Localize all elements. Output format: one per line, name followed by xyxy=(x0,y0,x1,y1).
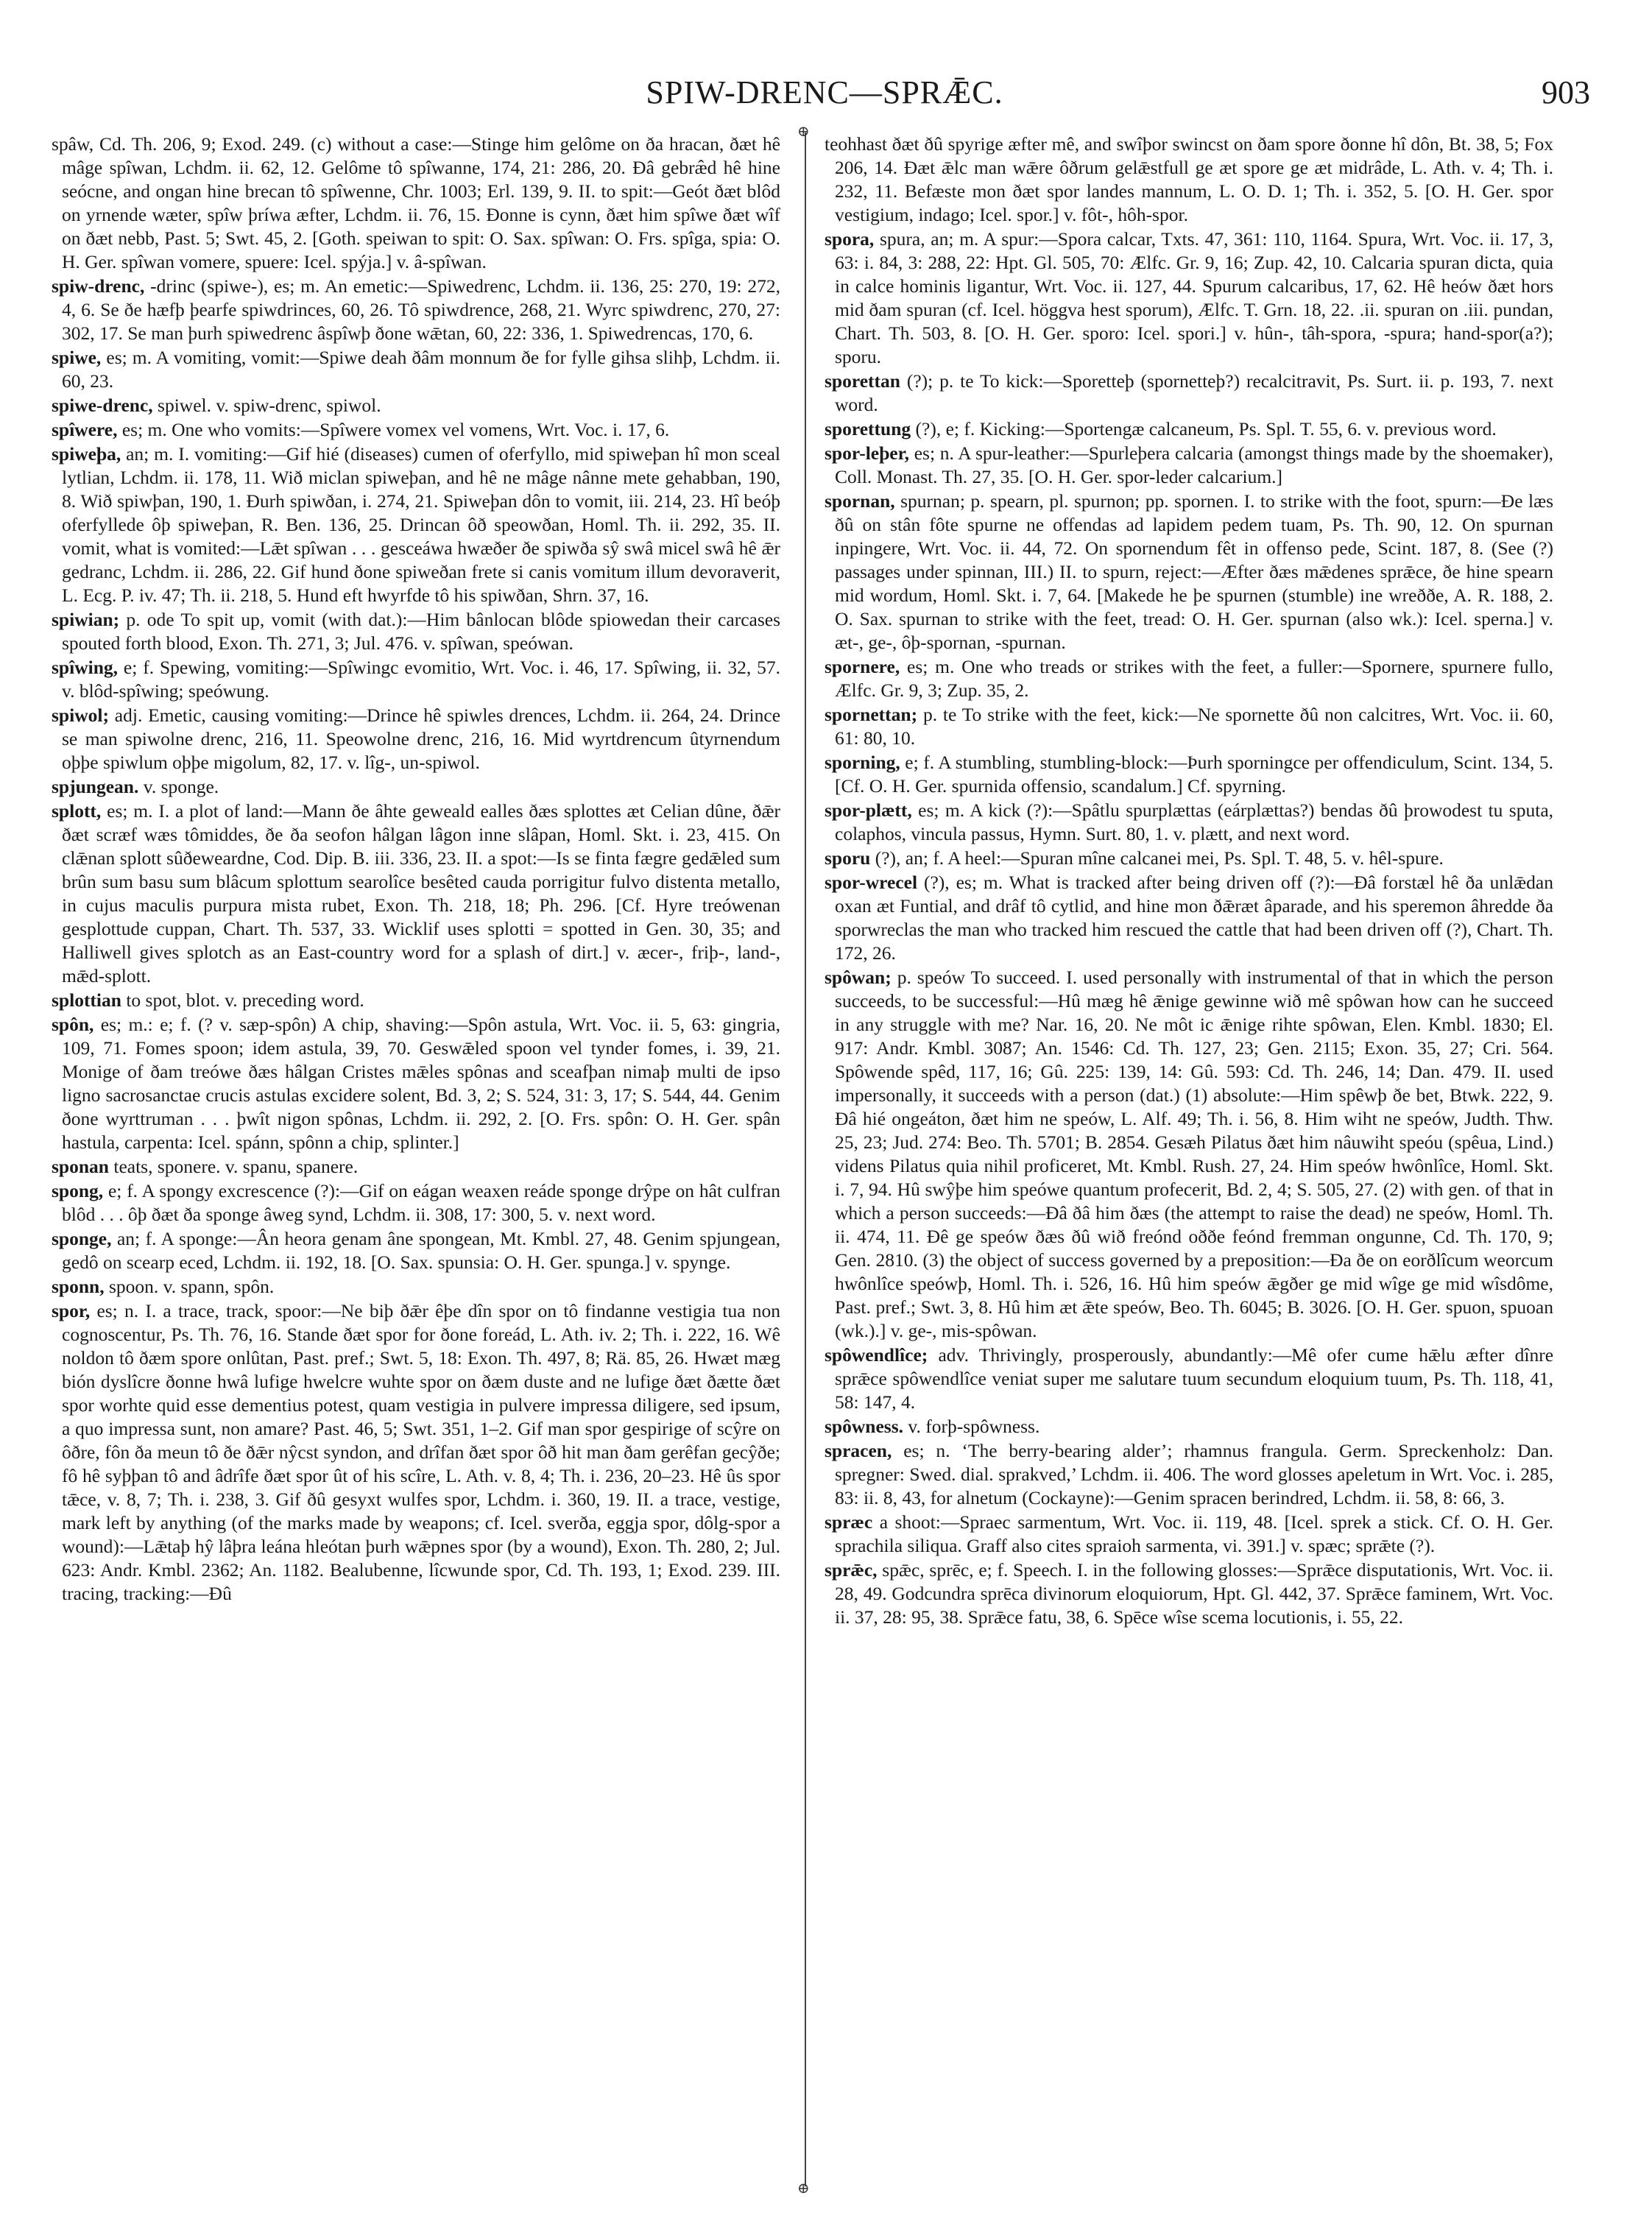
entry-definition: -drinc (spiwe-), es; m. An emetic:—Spiwedrenc, Lchdm. ii. 136, 25: 270, 19: 272, 4, 6. Se ðe hæfþ þearfe spiwdrinces, 60, 26. Tô spiwdrence, 268, 21. Wyrc spiwdrenc, 270, 27: 302, 17. Se man þurh spiwedrenc âspîwþ ðone wǣtan, 60, 22: 336, 1. Spiwedrencas, 170, 6. xyxy=(62,275,780,344)
entry-definition: es; n. ‘The berry-bearing alder’; rhamnus frangula. Germ. Spreckenholz: Dan. spregner: Swed. dial. sprakved,’ Lchdm. ii. 406. The word glosses apeletum in Wrt. Voc. i. 285, 83: ii. 8, 43, for alnetum (Cockayne):—Genim spracen berindred, Lchdm. ii. 58, 8: 66, 3. xyxy=(835,1440,1553,1508)
entry-headword: spiwol; xyxy=(52,705,109,726)
entry-headword: spôwendlîce; xyxy=(825,1344,928,1366)
entry-headword: spor-wrecel xyxy=(825,872,918,893)
entry-definition: spǣc, sprēc, e; f. Speech. I. in the following glosses:—Sprǣce disputationis, Wrt. Voc. ii. 28, 49. Godcundra sprēca divinorum eloquiorum, Hpt. Gl. 442, 37. Sprǣce faminem, Wrt. Voc. ii. 37, 28: 95, 38. Sprǣce fatu, 38, 6. Spēce wîse scema locutionis, i. 55, 22. xyxy=(835,1559,1553,1628)
entry-headword: sporettan xyxy=(825,370,900,392)
entry-definition: v. forþ-spôwness. xyxy=(908,1416,1040,1437)
dictionary-entry xyxy=(825,490,1553,654)
entry-headword: spôwness. xyxy=(825,1416,903,1437)
dictionary-entry xyxy=(825,227,1553,369)
column-divider xyxy=(805,133,806,2186)
entry-headword: spîwing, xyxy=(52,657,118,678)
entry-definition: es; n. I. a trace, track, spoor:—Ne biþ ðǣr êþe dîn spor on tô findanne vestigia tua non cognoscentur, Ps. Th. 76, 16. Stande ðæt spor for ðone foreád, L. Ath. iv. 2; Th. i. 222, 16. Wê noldon tô ðæm spore onlûtan, Past. pref.; Swt. 5, 18: Exon. Th. 497, 8; Rä. 85, 26. Hwæt mæg bión dyslîcre ðonne hwâ lufige hwelcre wuhte spor on ðæm duste and ne lufige ðæt ðætte ðæt spor worhte quid esse dementius potest, quam vestigia in pulvere impressa diligere, sed ipsum, a quo impressa sunt, non amare? Past. 46, 5; Swt. 351, 1–2. Gif man spor gespirige of scŷre on ôðre, fôn ða meun tô ðe ðǣr nŷcst syndon, and drîfan ðæt spor ôð hit man ðam gerêfan gecŷðe; fô hê syþþan tô and âdrîfe ðæt spor ût of his scîre, L. Ath. v. 8, 4; Th. i. 236, 20–23. Hê ûs spor tǣce, v. 8, 7; Th. i. 238, 3. Gif ðû gesyxt wulfes spor, Lchdm. i. 360, 19. II. a trace, vestige, mark left by anything (of the marks made by weapons; cf. Icel. sverða, eggja spor, dôlg-spor a wound):—Lǣtaþ hŷ lâþra leána hleótan þurh wǣpnes spor (by a wound), Exon. Th. 280, 2; Jul. 623: Andr. Kmbl. 2362; An. 1182. Bealubenne, lîcwunde spor, Cd. Th. 193, 1; Exod. 239. III. tracing, tracking:—Ðû xyxy=(62,1300,780,1604)
dictionary-entry xyxy=(52,989,780,1012)
entry-definition: es; n. A spur-leather:—Spurleþera calcaria (amongst things made by the shoemaker), Coll. Monast. Th. 27, 35. [O. H. Ger. spor-leder calcarium.] xyxy=(835,442,1553,487)
entry-definition: es; m. One who vomits:—Spîwere vomex vel vomens, Wrt. Voc. i. 17, 6. xyxy=(121,419,670,440)
dictionary-entry xyxy=(52,1013,780,1154)
dictionary-entry xyxy=(825,417,1553,441)
dictionary-entry xyxy=(52,133,780,274)
entry-definition: e; f. A stumbling, stumbling-block:—Þurh sporningce per offendiculum, Scint. 134, 5. [Cf. O. H. Ger. spurnida offensio, scandalum.] Cf. spyrning. xyxy=(835,752,1553,797)
entry-definition: e; f. A spongy excrescence (?):—Gif on eágan weaxen reáde sponge drŷpe on hât culfran blôd . . . ôþ ðæt ða sponge âweg synd, Lchdm. ii. 308, 17: 300, 5. v. next word. xyxy=(62,1180,780,1225)
entry-definition: to spot, blot. v. preceding word. xyxy=(126,989,364,1011)
running-head: SPIW-DRENC—SPRǢC. xyxy=(646,74,1003,110)
entry-headword: sprǣc, xyxy=(825,1559,878,1581)
dictionary-entry xyxy=(52,1155,780,1179)
entry-definition: adj. Emetic, causing vomiting:—Drince hê spiwles drences, Lchdm. ii. 264, 24. Drince se man spiwolne drenc, 216, 11. Speowolne drenc, 216, 16. Mid wyrtdrencum ûtyrnendum oþþe spiwlum oþþe migolum, 82, 17. v. lîg-, un-spiwol. xyxy=(62,705,780,773)
dictionary-entry xyxy=(825,1415,1553,1438)
entry-headword: spracen, xyxy=(825,1440,892,1461)
entry-definition: es; m. A kick (?):—Spâtlu spurplættas (eárplættas?) bendas ðû þrowodest tu sputa, colaphos, vincula passus, Hymn. Surt. 80, 1. v. plætt, and next word. xyxy=(835,799,1553,844)
dictionary-entry xyxy=(52,346,780,393)
dictionary-entry xyxy=(825,966,1553,1343)
entry-definition: (?), es; m. What is tracked after being driven off (?):—Ðâ forstæl hê ða unlǣdan oxan æt Funtial, and drâf tô cytlid, and hine mon ðǣræt âparade, and his speremon âhredde ða sporwreclas the man who tracked him rescued the cattle that had been driven off (?), Chart. Th. 172, 26. xyxy=(835,872,1553,964)
entry-definition: spiwel. v. spiw-drenc, spiwol. xyxy=(158,395,381,416)
entry-headword: spiwian; xyxy=(52,609,120,630)
dictionary-entry xyxy=(52,1179,780,1226)
entry-headword: spora, xyxy=(825,228,875,250)
dictionary-entry xyxy=(825,871,1553,965)
dictionary-entry xyxy=(52,394,780,417)
left-column xyxy=(52,133,780,2194)
entry-headword: sponge, xyxy=(52,1228,112,1249)
entry-definition: spâw, Cd. Th. 206, 9; Exod. 249. (c) without a case:—Stinge him gelôme on ða hracan, ðæt hê mâge spîwan, Lchdm. ii. 62, 12. Gelôme tô spîwanne, 174, 21: 286, 20. Ðâ gebræ̂d hê hine seócne, and ongan hine brecan tô spîwenne, Chr. 1003; Erl. 139, 9. II. to spit:—Geót ðæt blôd on yrnende wæter, spîw þríwa æfter, Lchdm. ii. 76, 15. Ðonne is cynn, ðæt him spîwe ðæt wîf on ðæt nebb, Past. 5; Swt. 45, 2. [Goth. speiwan to spit: O. Sax. spîwan: O. Frs. spîga, spia: O. H. Ger. spîwan vomere, spuere: Icel. spýja.] v. â-spîwan. xyxy=(52,133,780,272)
entry-definition: (?), an; f. A heel:—Spuran mîne calcanei mei, Ps. Spl. T. 48, 5. v. hêl-spure. xyxy=(875,847,1444,869)
dictionary-entry xyxy=(52,275,780,345)
dictionary-entry xyxy=(52,799,780,988)
dictionary-entry xyxy=(825,703,1553,750)
entry-headword: spîwere, xyxy=(52,419,118,440)
right-column xyxy=(825,133,1553,2194)
entry-headword: spôwan; xyxy=(825,967,892,988)
entry-definition: e; f. Spewing, vomiting:—Spîwingc evomitio, Wrt. Voc. i. 46, 17. Spîwing, ii. 32, 57. v. blôd-spîwing; speówung. xyxy=(62,657,780,702)
entry-headword: sponn, xyxy=(52,1276,105,1297)
dictionary-entry xyxy=(825,1558,1553,1629)
dictionary-entry xyxy=(825,133,1553,227)
entry-definition: (?); p. te To kick:—Sporetteþ (spornetteþ?) recalcitravit, Ps. Surt. ii. p. 193, 7. next word. xyxy=(835,370,1553,415)
dictionary-entry xyxy=(825,442,1553,489)
entry-headword: spôn, xyxy=(52,1014,94,1035)
entry-definition: teats, sponere. v. spanu, spanere. xyxy=(113,1156,359,1177)
dictionary-entry xyxy=(825,1344,1553,1414)
dictionary-entry xyxy=(825,655,1553,702)
entry-definition: es; m. One who treads or strikes with the feet, a fuller:—Spornere, spurnere fullo, Ælfc. Gr. 9, 3; Zup. 35, 2. xyxy=(835,656,1553,701)
entry-headword: spiweþa, xyxy=(52,443,121,465)
entry-definition: a shoot:—Spraec sarmentum, Wrt. Voc. ii. 119, 48. [Icel. sprek a stick. Cf. O. H. Ger. sprachila siliqua. Graff also cites spraioh sarmenta, vi. 391.] v. spæc; sprǣte (?). xyxy=(835,1511,1553,1556)
entry-headword: spor-plætt, xyxy=(825,799,912,821)
entry-definition: spoon. v. spann, spôn. xyxy=(108,1276,275,1297)
entry-headword: spiwe-drenc, xyxy=(52,395,153,416)
entry-headword: spor, xyxy=(52,1300,91,1321)
entry-headword: spornettan; xyxy=(825,704,918,725)
dictionary-entry xyxy=(825,751,1553,798)
entry-headword: sporning, xyxy=(825,752,900,773)
entry-definition: v. sponge. xyxy=(143,776,219,797)
entry-headword: sponan xyxy=(52,1156,109,1177)
entry-headword: sporettung xyxy=(825,418,911,439)
entry-definition: spurnan; p. spearn, pl. spurnon; pp. spornen. I. to strike with the foot, spurn:—Ðe læs ðû on stân fôte spurne ne offendas ad lapidem pedem tuam, Ps. Th. 90, 12. On spurnan inpingere, Wrt. Voc. ii. 44, 72. On spornendum fêt in offenso pede, Scint. 187, 8. (See (?) passages under spinnan, III.) II. to spurn, reject:—Æfter ðæs mǣdenes sprǣce, ðe hine spearn mid wordum, Homl. Skt. i. 7, 64. [Makede he þe spurnen (stumble) ine wreððe, A. R. 188, 2. O. Sax. spurnan to strike with the feet, tread: O. H. Ger. spurnan (also wk.): Icel. sperna.] v. æt-, ge-, ôþ-spornan, -spurnan. xyxy=(835,490,1553,653)
entry-definition: es; m. I. a plot of land:—Mann ðe âhte geweald ealles ðæs splottes æt Celian dûne, ðǣr ðæt scræf wæs tômiddes, ðe ða seofon hâlgan lâgon inne slâpan, Homl. Skt. i. 23, 415. On clǣnan splott sûðeweardne, Cod. Dip. B. iii. 336, 23. II. a spot:—Is se finta fægre gedǣled sum brûn sum basu sum blâcum splottum searolîce besêted cauda porrigitur fulvo distenta metallo, in cujus maculis purpura mista rubet, Exon. Th. 218, 18; Ph. 296. [Cf. Hyre treówenan gesplottude cuppan, Chart. Th. 537, 33. Wicklif uses splotti = spotted in Gen. 30, 35; and Halliwell gives splotch as an East-country word for a splash of dirt.] v. æcer-, friþ-, land-, mǣd-splott. xyxy=(62,800,780,986)
dictionary-entry xyxy=(52,775,780,799)
dictionary-entry xyxy=(52,442,780,607)
entry-headword: spornan, xyxy=(825,490,895,512)
dictionary-entry xyxy=(825,1439,1553,1510)
entry-headword: spjungean. xyxy=(52,776,139,797)
entry-headword: sporu xyxy=(825,847,871,869)
dictionary-entry xyxy=(825,1511,1553,1558)
entry-definition: p. ode To spit up, vomit (with dat.):—Him bânlocan blôde spiowedan their carcases spouted forth blood, Exon. Th. 271, 3; Jul. 476. v. spîwan, speówan. xyxy=(62,609,780,654)
entry-headword: splott, xyxy=(52,800,102,822)
entry-definition: es; m.: e; f. (? v. sæp-spôn) A chip, shaving:—Spôn astula, Wrt. Voc. ii. 5, 63: gingria, 109, 71. Fomes spoon; idem astula, 39, 70. Geswǣled spoon vel tynder fomes, i. 39, 21. Monige of ðam treówe ðæs hâlgan Cristes mǣles spônas and sceafþan nimaþ multi de ipso ligno sacrosanctae crucis astulas excidere solent, Bd. 3, 2; S. 524, 31: 3, 17; S. 544, 44. Genim ðone wyrttruman . . . þwît nigon spônas, Lchdm. ii. 292, 2. [O. Frs. spôn: O. H. Ger. spân hastula, carpenta: Icel. spánn, spônn a chip, splinter.] xyxy=(62,1014,780,1153)
dictionary-entry xyxy=(52,1227,780,1274)
entry-definition: adv. Thrivingly, prosperously, abundantly:—Mê ofer cume hǣlu æfter dînre sprǣce spôwendlîce veniat super me salutare tuum secundum eloquium tuum, Ps. Th. 118, 41, 58: 147, 4. xyxy=(835,1344,1553,1413)
entry-headword: spræc xyxy=(825,1511,873,1533)
page-number: 903 xyxy=(1542,74,1590,110)
entry-definition: spura, an; m. A spur:—Spora calcar, Txts. 47, 361: 110, 1164. Spura, Wrt. Voc. ii. 17, 3, 63: i. 84, 3: 288, 22: Hpt. Gl. 505, 70: Ælfc. Gr. 9, 16; Zup. 42, 10. Calcaria spuran dicta, quia in calce hominis ligantur, Wrt. Voc. ii. 127, 44. Spurum calcaribus, 17, 62. Hê heów ðæt hors mid ðam spuran (cf. Icel. höggva hest sporum), Ælfc. T. Grn. 18, 22. .ii. spuran on .iii. pundan, Chart. Th. 503, 8. [O. H. Ger. sporo: Icel. spori.] v. hûn-, tâh-spora, -spura; hand-spor(a?); sporu. xyxy=(835,228,1553,367)
dictionary-entry xyxy=(52,608,780,655)
dictionary-entry xyxy=(52,1275,780,1299)
entry-headword: spornere, xyxy=(825,656,900,677)
dictionary-entry xyxy=(825,370,1553,417)
entry-definition: (?), e; f. Kicking:—Sportengæ calcaneum, Ps. Spl. T. 55, 6. v. previous word. xyxy=(915,418,1497,439)
page-header xyxy=(52,74,1598,125)
entry-definition: p. te To strike with the feet, kick:—Ne spornette ðû non calcitres, Wrt. Voc. ii. 60, 61: 80, 10. xyxy=(835,704,1553,749)
entry-headword: splottian xyxy=(52,989,121,1011)
entry-headword: spiwe, xyxy=(52,347,102,368)
dictionary-entry xyxy=(52,656,780,703)
dictionary-entry xyxy=(52,704,780,774)
entry-definition: an; f. A sponge:—Ân heora genam âne spongean, Mt. Kmbl. 27, 48. Genim spjungean, gedô on scearp eced, Lchdm. ii. 192, 18. [O. Sax. spunsia: O. H. Ger. spunga.] v. spynge. xyxy=(62,1228,780,1273)
divider-bottom-ornament: ⊕ xyxy=(797,2179,810,2197)
dictionary-entry xyxy=(52,1299,780,1606)
entry-definition: teohhast ðæt ðû spyrige æfter mê, and swîþor swincst on ðam spore ðonne hî dôn, Bt. 38, 5; Fox 206, 14. Ðæt ǣlc man wǣre ôðrum gelǣstfull ge æt spore ge æt midrâde, L. Ath. v. 4; Th. i. 232, 11. Befæste mon ðæt spor landes mannum, L. O. D. 1; Th. i. 352, 5. [O. H. Ger. spor vestigium, indago; Icel. spor.] v. fôt-, hôh-spor. xyxy=(825,133,1553,225)
dictionary-page xyxy=(52,52,1605,2208)
entry-headword: spor-leþer, xyxy=(825,442,909,464)
entry-headword: spiw-drenc, xyxy=(52,275,145,297)
dictionary-entry xyxy=(825,799,1553,846)
entry-definition: es; m. A vomiting, vomit:—Spiwe deah ðâm monnum ðe for fylle gihsa slihþ, Lchdm. ii. 60, 23. xyxy=(62,347,780,392)
entry-definition: an; m. I. vomiting:—Gif hié (diseases) cumen of oferfyllo, mid spiweþan hî mon sceal lytlian, Lchdm. ii. 178, 11. Wið miclan spiweþan, and hê ne mâge nânne mete gehabban, 190, 8. Wið spiwþan, 190, 1. Ðurh spiwðan, i. 274, 21. Spiweþan dôn to vomit, iii. 214, 23. Hî beóþ oferfyllede ôþ spiweþan, R. Ben. 136, 25. Drincan ôð speowðan, Homl. Th. ii. 292, 35. II. vomit, what is vomited:—Lǣt spîwan . . . gesceáwa hwæðer ðe spiwða sŷ swâ micel swâ hê ǣr gedranc, Lchdm. ii. 286, 22. Gif hund ðone spiweðan frete si canis vomitum illum devoraverit, L. Ecg. P. iv. 47; Th. ii. 218, 5. Hund eft hwyrfde tô his spiwðan, Shrn. 37, 16. xyxy=(62,443,780,606)
entry-definition: p. speów To succeed. I. used personally with instrumental of that in which the person succeeds, to be successful:—Hû mæg hê ǣnige gewinne wið mê spôwan how can he succeed in any struggle with me? Nar. 16, 20. Ne môt ic ǣnige rihte spôwan, Elen. Kmbl. 1830; El. 917: Andr. Kmbl. 3087; An. 1546: Cd. Th. 127, 23; Gen. 2115; Exon. 35, 27; Cri. 564. Spôwende spêd, 117, 16; Gû. 225: 139, 14: Gû. 593: Cd. Th. 246, 14; Dan. 479. II. used impersonally, it succeeds with a person (dat.) (1) absolute:—Him spêwþ ðe bet, Btwk. 222, 9. Ðâ hié ongeáton, ðæt him ne speów, L. Alf. 49; Th. i. 56, 8. Him wiht ne speów, Judth. Thw. 25, 23; Jud. 274: Beo. Th. 5701; B. 2854. Gesæh Pilatus ðæt him nâuwiht speóu (spêua, Lind.) videns Pilatus quia nihil proficeret, Mt. Kmbl. Rush. 27, 24. Him speów hwônlîce, Homl. Skt. i. 7, 94. Hû swŷþe him speówe quantum profecerit, Bd. 2, 4; S. 505, 27. (2) with gen. of that in which a person succeeds:—Ðâ ðâ him ðæs (the attempt to raise the dead) ne speów, Homl. Th. ii. 474, 11. Ðê ge speów ðæs ðû wið freónd oððe feónd fremman ongunne, Cd. Th. 170, 9; Gen. 2810. (3) the object of success governed by a preposition:—Ða ðe on eorðlîcum weorcum hwônlîce speówþ, Homl. Th. i. 526, 16. Hû him speów ǣgðer ge mid wîge ge mid wîsdôme, Past. pref.; Swt. 3, 8. Hû him æt ǣte speów, Beo. Th. 6045; B. 3026. [O. H. Ger. spuon, spuoan (wk.).] v. ge-, mis-spôwan. xyxy=(835,967,1553,1341)
divider-top-ornament: ⊕ xyxy=(797,122,810,140)
dictionary-entry xyxy=(52,418,780,442)
entry-headword: spong, xyxy=(52,1180,104,1201)
dictionary-entry xyxy=(825,847,1553,870)
